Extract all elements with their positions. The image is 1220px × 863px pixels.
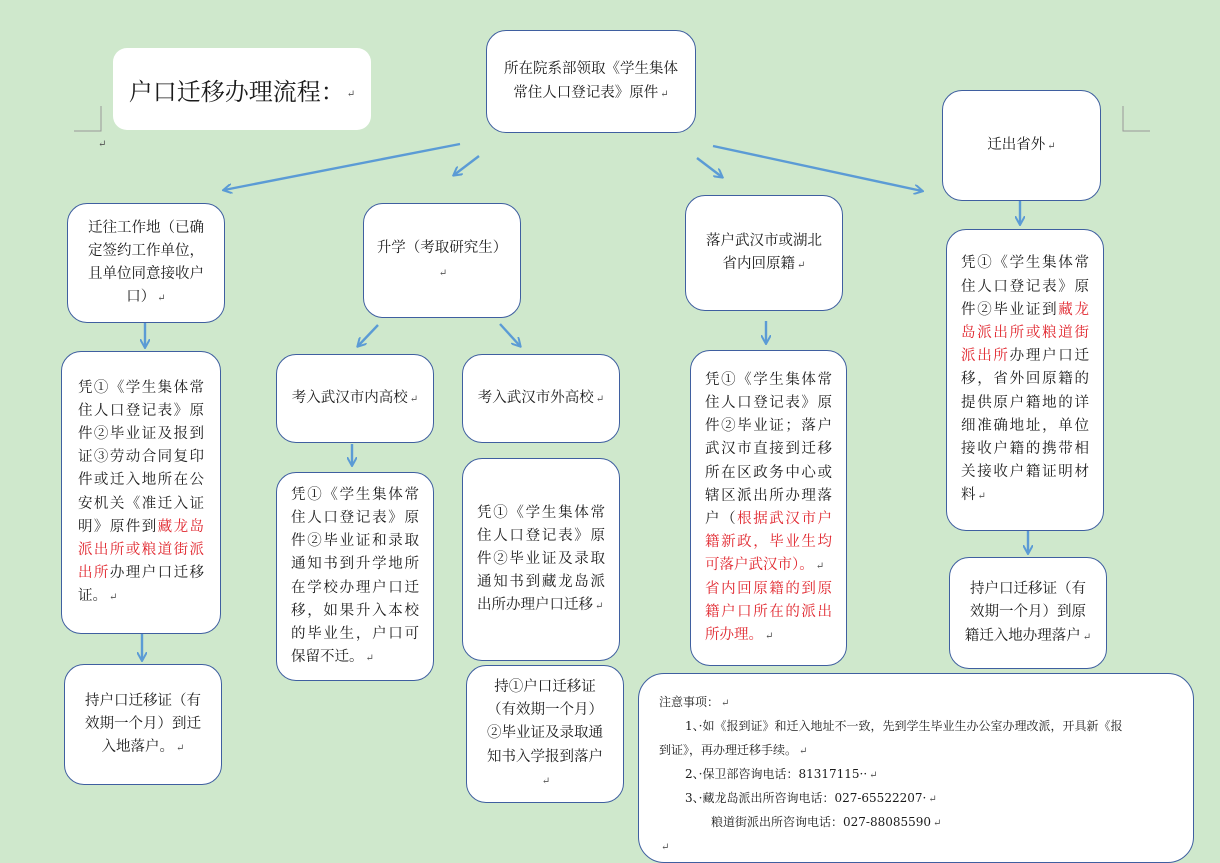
- notes-heading: 注意事项： ↵: [659, 695, 730, 709]
- notes-box: [638, 673, 1194, 863]
- box-out-step: 凭①《学生集体常住人口登记表》原件②毕业证到藏龙岛派出所或粮道街派出所办理户口迁移，省外回原籍的提供原户籍地的详细准确地址，单位接收户籍的携带相关接收户籍证明材料 ↵: [946, 229, 1104, 531]
- box-study-in-step: 凭①《学生集体常住人口登记表》原件②毕业证和录取通知书到升学地所在学校办理户口迁移，如果升入本校的毕业生，户口可保留不迁。 ↵: [276, 472, 434, 681]
- notes-item-1: 1、·如《报到证》和迁入地址不一致，先到学生毕业生办公室办理改派，开具新《报: [685, 719, 1123, 733]
- box-study-wuhan-out: 考入武汉市外高校 ↵: [462, 354, 620, 443]
- box-work-step: 凭①《学生集体常住人口登记表》原件②毕业证及报到证③劳动合同复印件或迁入地所在公安机关《准迁入证明》原件到藏龙岛派出所或粮道街派出所办理户口迁移证。 ↵: [61, 351, 221, 634]
- paragraph-mark: ↵: [98, 139, 107, 150]
- arrow-top-to-study: [454, 156, 479, 175]
- box-wuhan-step: 凭①《学生集体常住人口登记表》原件②毕业证；落户武汉市直接到迁移所在区政务中心或辖区派出所办理落户（根据武汉市户籍新政，毕业生均可落户武汉市）。 ↵ 省内回原籍的到原籍户口所在的派出所办理。 ↵: [690, 350, 847, 666]
- notes-item-3: 3、·藏龙岛派出所咨询电话：027-65522207· ↵: [685, 791, 937, 805]
- box-top-collect-form: 所在院系部领取《学生集体常住人口登记表》原件 ↵: [486, 30, 696, 133]
- notes-item-2: 2、·保卫部咨询电话：81317115·· ↵: [685, 767, 878, 781]
- notes-item-1-cont: 到证》，再办理迁移手续。 ↵: [659, 743, 808, 757]
- arrow-top-to-work: [224, 144, 460, 190]
- box-out-final: 持户口迁移证（有效期一个月）到原籍迁入地办理落户 ↵: [949, 557, 1107, 669]
- arrow-top-to-out: [713, 146, 922, 191]
- title-text: 户口迁移办理流程：: [128, 77, 345, 106]
- box-study-out-step: 凭①《学生集体常住人口登记表》原件②毕业证及录取通知书到藏龙岛派出所办理户口迁移 ↵: [462, 458, 620, 661]
- box-work-destination: 迁往工作地（已确定签约工作单位，且单位同意接收户口） ↵: [67, 203, 225, 323]
- notes-end-mark: ↵: [661, 842, 670, 853]
- box-study-wuhan-in: 考入武汉市内高校 ↵: [276, 354, 434, 443]
- arrow-top-to-wuhan: [697, 158, 722, 177]
- box-work-final: 持户口迁移证（有效期一个月）到迁入地落户。 ↵: [64, 664, 222, 785]
- box-out-province: 迁出省外 ↵: [942, 90, 1101, 201]
- box-study-out-final: 持①户口迁移证（有效期一个月）②毕业证及录取通知书入学报到落户↵: [466, 665, 624, 803]
- arrow-study-right: [500, 324, 520, 346]
- arrow-study-left: [358, 325, 378, 346]
- box-wuhan-or-hubei: 落户武汉市或湖北省内回原籍 ↵: [685, 195, 843, 311]
- box-further-study: 升学（考取研究生）↵: [363, 203, 521, 318]
- notes-item-3-cont: 粮道街派出所咨询电话：027-88085590 ↵: [711, 815, 942, 829]
- page-title: 户口迁移办理流程： ↵: [113, 48, 371, 130]
